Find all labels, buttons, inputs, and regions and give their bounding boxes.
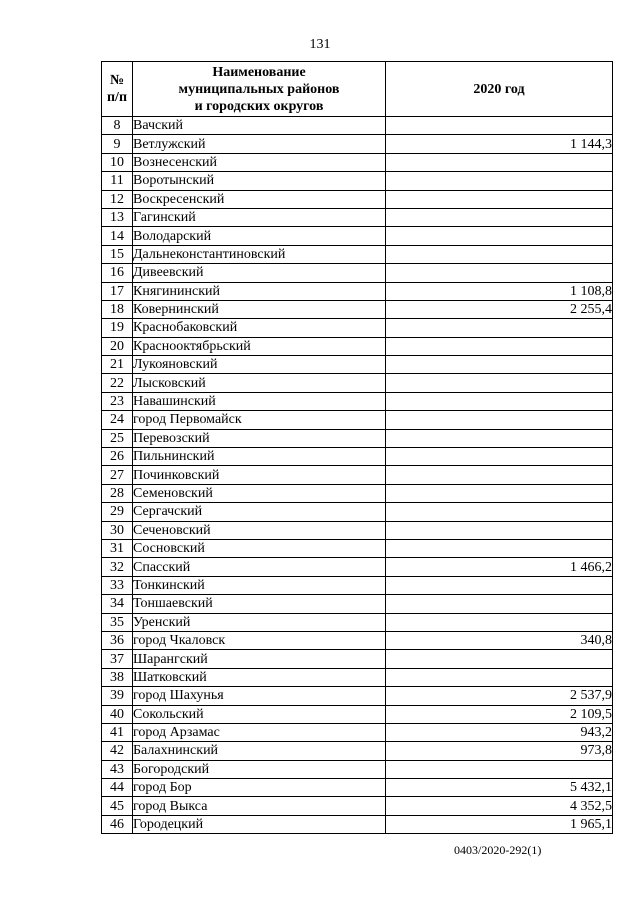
value-2020-cell: 1 965,1 — [386, 815, 613, 833]
table-row — [102, 466, 613, 484]
district-name-cell: Ветлужский — [133, 135, 386, 153]
table-row — [102, 245, 613, 263]
district-name-cell: Городецкий — [133, 815, 386, 833]
table-row — [102, 300, 613, 318]
table-row — [102, 153, 613, 171]
table-row — [102, 484, 613, 502]
table-row — [102, 282, 613, 300]
district-name-cell: Лысковский — [133, 374, 386, 392]
row-number-cell: 12 — [102, 190, 133, 208]
table-row — [102, 337, 613, 355]
district-name-cell: Шатковский — [133, 668, 386, 686]
value-2020-cell — [386, 337, 613, 355]
table-row — [102, 779, 613, 797]
district-name-cell: Тоншаевский — [133, 595, 386, 613]
table-row — [102, 448, 613, 466]
row-number-cell: 41 — [102, 723, 133, 741]
value-2020-cell: 4 352,5 — [386, 797, 613, 815]
table-row — [102, 117, 613, 135]
table-row — [102, 631, 613, 649]
value-2020-cell — [386, 613, 613, 631]
district-name-cell: Воротынский — [133, 172, 386, 190]
value-2020-cell — [386, 429, 613, 447]
value-2020-cell — [386, 466, 613, 484]
row-number-cell: 8 — [102, 117, 133, 135]
district-name-cell: Уренский — [133, 613, 386, 631]
table-row — [102, 264, 613, 282]
table-row — [102, 208, 613, 226]
district-name-cell: Краснобаковский — [133, 319, 386, 337]
table-row — [102, 135, 613, 153]
row-number-cell: 15 — [102, 245, 133, 263]
row-number-cell: 31 — [102, 539, 133, 557]
row-number-cell: 25 — [102, 429, 133, 447]
value-2020-cell — [386, 521, 613, 539]
row-number-cell: 30 — [102, 521, 133, 539]
table-row — [102, 815, 613, 833]
value-2020-cell — [386, 392, 613, 410]
table-row — [102, 558, 613, 576]
value-2020-cell — [386, 245, 613, 263]
district-name-cell: Спасский — [133, 558, 386, 576]
value-2020-cell — [386, 264, 613, 282]
header-year: 2020 год — [386, 62, 613, 117]
value-2020-cell: 973,8 — [386, 742, 613, 760]
value-2020-cell: 1 144,3 — [386, 135, 613, 153]
row-number-cell: 40 — [102, 705, 133, 723]
district-name-cell: Гагинский — [133, 208, 386, 226]
value-2020-cell — [386, 117, 613, 135]
value-2020-cell: 2 109,5 — [386, 705, 613, 723]
row-number-cell: 13 — [102, 208, 133, 226]
row-number-cell: 29 — [102, 503, 133, 521]
row-number-cell: 35 — [102, 613, 133, 631]
district-name-cell: Дивеевский — [133, 264, 386, 282]
value-2020-cell — [386, 760, 613, 778]
row-number-cell: 10 — [102, 153, 133, 171]
value-2020-cell: 2 255,4 — [386, 300, 613, 318]
district-name-cell: Сокольский — [133, 705, 386, 723]
row-number-cell: 16 — [102, 264, 133, 282]
table-row — [102, 190, 613, 208]
district-name-cell: Вознесенский — [133, 153, 386, 171]
row-number-cell: 46 — [102, 815, 133, 833]
district-name-cell: Навашинский — [133, 392, 386, 410]
data-table — [101, 61, 613, 834]
row-number-cell: 32 — [102, 558, 133, 576]
row-number-cell: 22 — [102, 374, 133, 392]
district-name-cell: Сергачский — [133, 503, 386, 521]
document-code: 0403/2020-292(1) — [454, 843, 542, 857]
table-row — [102, 319, 613, 337]
district-name-cell: Сеченовский — [133, 521, 386, 539]
table-row — [102, 705, 613, 723]
value-2020-cell — [386, 539, 613, 557]
row-number-cell: 37 — [102, 650, 133, 668]
value-2020-cell: 943,2 — [386, 723, 613, 741]
district-name-cell: Краснооктябрьский — [133, 337, 386, 355]
value-2020-cell — [386, 448, 613, 466]
table-row — [102, 650, 613, 668]
header-number: № п/п — [102, 62, 133, 117]
table-row — [102, 539, 613, 557]
row-number-cell: 18 — [102, 300, 133, 318]
value-2020-cell — [386, 411, 613, 429]
value-2020-cell: 340,8 — [386, 631, 613, 649]
value-2020-cell — [386, 172, 613, 190]
district-name-cell: Починковский — [133, 466, 386, 484]
row-number-cell: 42 — [102, 742, 133, 760]
value-2020-cell — [386, 153, 613, 171]
row-number-cell: 45 — [102, 797, 133, 815]
district-name-cell: Сосновский — [133, 539, 386, 557]
table-row — [102, 595, 613, 613]
row-number-cell: 36 — [102, 631, 133, 649]
district-name-cell: Шарангский — [133, 650, 386, 668]
table-row — [102, 760, 613, 778]
table-row — [102, 742, 613, 760]
value-2020-cell — [386, 227, 613, 245]
table-row — [102, 521, 613, 539]
page-number: 131 — [309, 37, 331, 52]
table-row — [102, 576, 613, 594]
value-2020-cell — [386, 484, 613, 502]
value-2020-cell — [386, 356, 613, 374]
district-name-cell: город Бор — [133, 779, 386, 797]
district-name-cell: город Первомайск — [133, 411, 386, 429]
value-2020-cell — [386, 374, 613, 392]
district-name-cell: Вачский — [133, 117, 386, 135]
value-2020-cell — [386, 208, 613, 226]
row-number-cell: 39 — [102, 687, 133, 705]
table-row — [102, 503, 613, 521]
row-number-cell: 43 — [102, 760, 133, 778]
row-number-cell: 34 — [102, 595, 133, 613]
value-2020-cell — [386, 190, 613, 208]
row-number-cell: 38 — [102, 668, 133, 686]
row-number-cell: 33 — [102, 576, 133, 594]
district-name-cell: Володарский — [133, 227, 386, 245]
district-name-cell: Балахнинский — [133, 742, 386, 760]
table-row — [102, 356, 613, 374]
district-name-cell: Семеновский — [133, 484, 386, 502]
table-row — [102, 227, 613, 245]
value-2020-cell — [386, 503, 613, 521]
table-row — [102, 687, 613, 705]
table-row — [102, 172, 613, 190]
row-number-cell: 27 — [102, 466, 133, 484]
row-number-cell: 23 — [102, 392, 133, 410]
district-name-cell: Перевозский — [133, 429, 386, 447]
table-row — [102, 797, 613, 815]
value-2020-cell: 2 537,9 — [386, 687, 613, 705]
district-name-cell: Ковернинский — [133, 300, 386, 318]
header-name: Наименование муниципальных районов и городских округов — [133, 62, 386, 117]
district-name-cell: Воскресенский — [133, 190, 386, 208]
row-number-cell: 19 — [102, 319, 133, 337]
row-number-cell: 20 — [102, 337, 133, 355]
row-number-cell: 14 — [102, 227, 133, 245]
district-name-cell: Богородский — [133, 760, 386, 778]
value-2020-cell — [386, 319, 613, 337]
row-number-cell: 44 — [102, 779, 133, 797]
table-row — [102, 411, 613, 429]
value-2020-cell — [386, 650, 613, 668]
row-number-cell: 24 — [102, 411, 133, 429]
value-2020-cell: 1 108,8 — [386, 282, 613, 300]
row-number-cell: 11 — [102, 172, 133, 190]
district-name-cell: город Арзамас — [133, 723, 386, 741]
district-name-cell: Пильнинский — [133, 448, 386, 466]
value-2020-cell — [386, 668, 613, 686]
row-number-cell: 26 — [102, 448, 133, 466]
table-row — [102, 613, 613, 631]
district-name-cell: Лукояновский — [133, 356, 386, 374]
value-2020-cell — [386, 595, 613, 613]
district-name-cell: город Чкаловск — [133, 631, 386, 649]
district-name-cell: Тонкинский — [133, 576, 386, 594]
district-name-cell: Дальнеконстантиновский — [133, 245, 386, 263]
value-2020-cell — [386, 576, 613, 594]
table-header-row — [102, 62, 613, 117]
row-number-cell: 28 — [102, 484, 133, 502]
row-number-cell: 21 — [102, 356, 133, 374]
table-row — [102, 374, 613, 392]
value-2020-cell: 5 432,1 — [386, 779, 613, 797]
district-name-cell: Княгининский — [133, 282, 386, 300]
table-row — [102, 668, 613, 686]
value-2020-cell: 1 466,2 — [386, 558, 613, 576]
table-body — [102, 117, 613, 834]
district-name-cell: город Выкса — [133, 797, 386, 815]
table-row — [102, 429, 613, 447]
district-name-cell: город Шахунья — [133, 687, 386, 705]
table-row — [102, 723, 613, 741]
row-number-cell: 9 — [102, 135, 133, 153]
row-number-cell: 17 — [102, 282, 133, 300]
table-row — [102, 392, 613, 410]
